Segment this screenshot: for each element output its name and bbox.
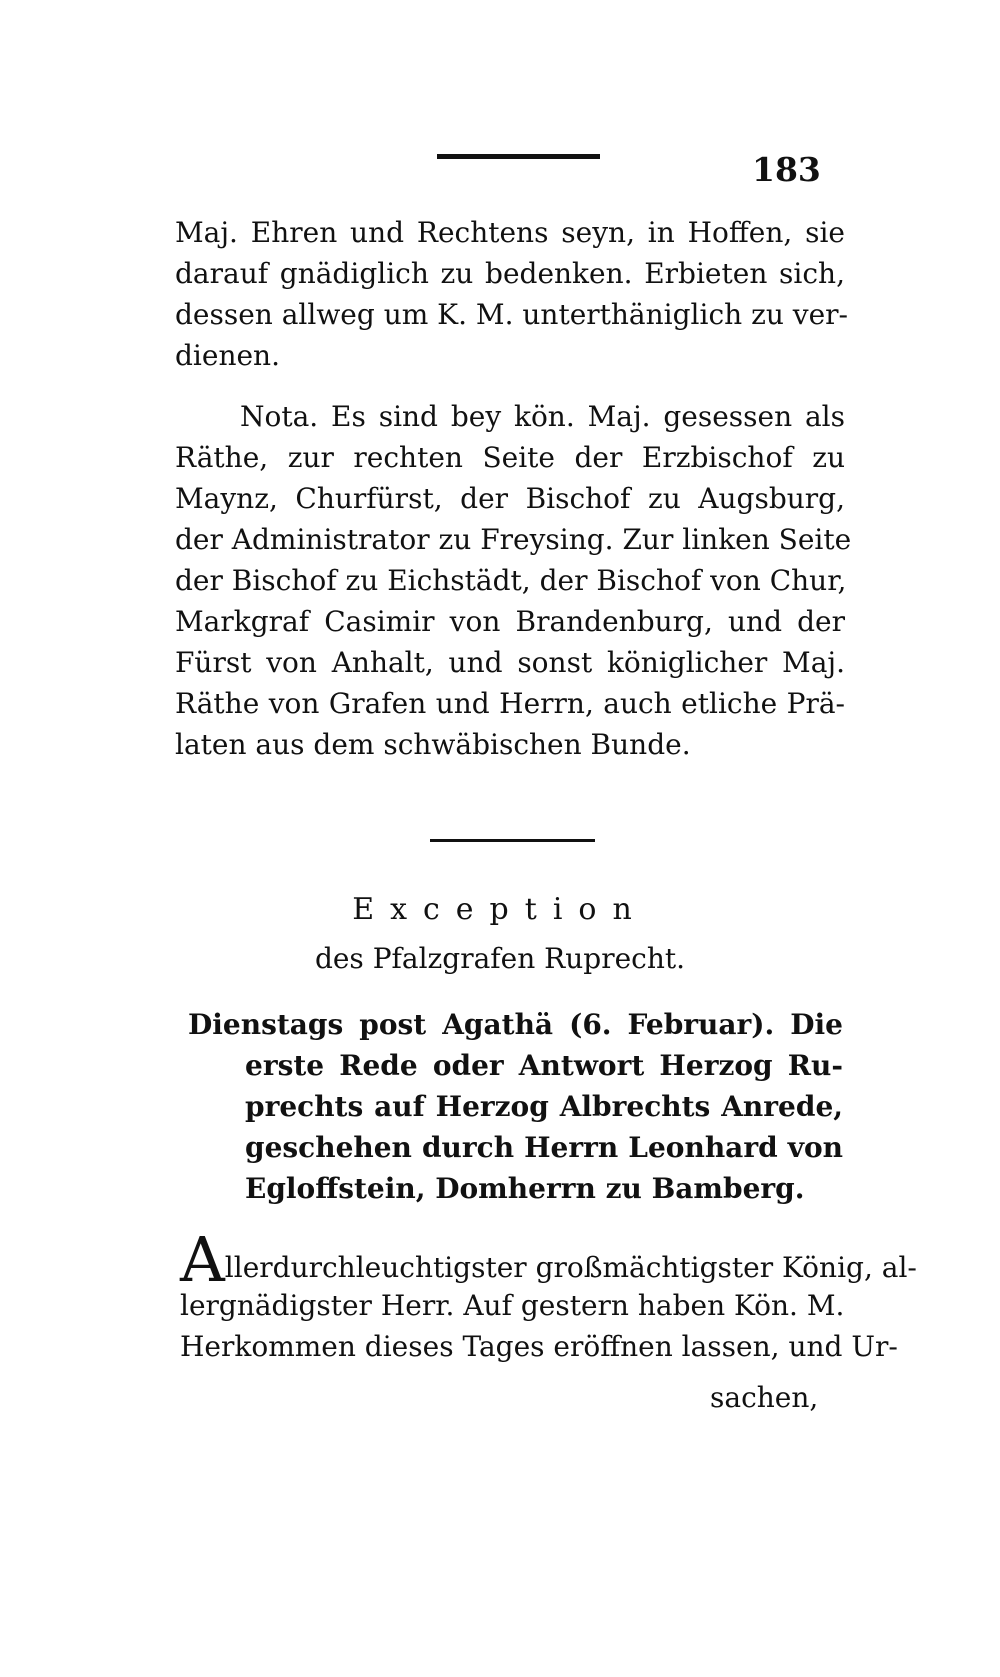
text-line: Fürst von Anhalt, und sonst königlicher Maj. [175, 646, 845, 679]
text-line: Maj. Ehren und Rechtens seyn, in Hoffen, sie [175, 216, 845, 249]
text-line: Herkommen dieses Tages eröffnen lassen, und Ur- [180, 1330, 898, 1363]
text-line: Räthe, zur rechten Seite der Erzbischof zu [175, 441, 845, 474]
text-line: der Bischof zu Eichstädt, der Bischof von Chur, [175, 564, 847, 597]
text-line: Dienstags post Agathä (6. Februar). Die [188, 1008, 843, 1041]
text-line: der Administrator zu Freysing. Zur linken Seite [175, 523, 852, 556]
section-rule [430, 839, 595, 842]
text-line: Maynz, Churfürst, der Bischof zu Augsburg, [175, 482, 845, 515]
section-heading: Exception [352, 892, 648, 927]
text-line: prechts auf Herzog Albrechts Anrede, [245, 1090, 843, 1123]
text-line: Nota. Es sind bey kön. Maj. gesessen als [240, 400, 845, 433]
text-line [180, 1223, 917, 1296]
text-line: Räthe von Grafen und Herrn, auch etliche Prä- [175, 687, 845, 720]
text-line: dienen. [175, 339, 280, 372]
text-line: lergnädigster Herr. Auf gestern haben Kön. M. [180, 1289, 845, 1322]
drop-cap: A [180, 1223, 225, 1296]
text-line-rest: llerdurchleuchtigster großmächtigster König, al- [224, 1251, 917, 1284]
text-line: dessen allweg um K. M. unterthäniglich zu ver- [175, 298, 848, 331]
text-line: laten aus dem schwäbischen Bunde. [175, 728, 691, 761]
text-line: erste Rede oder Antwort Herzog Ru- [245, 1049, 843, 1082]
section-subheading: des Pfalzgrafen Ruprecht. [314, 942, 686, 975]
header-rule [437, 154, 600, 159]
page-number: 183 [752, 150, 821, 189]
text-line: darauf gnädiglich zu bedenken. Erbieten sich, [175, 257, 845, 290]
text-line: Egloffstein, Domherrn zu Bamberg. [245, 1172, 805, 1205]
text-line: Markgraf Casimir von Brandenburg, und der [175, 605, 845, 638]
catchword: sachen, [710, 1381, 819, 1414]
text-line: geschehen durch Herrn Leonhard von [245, 1131, 843, 1164]
